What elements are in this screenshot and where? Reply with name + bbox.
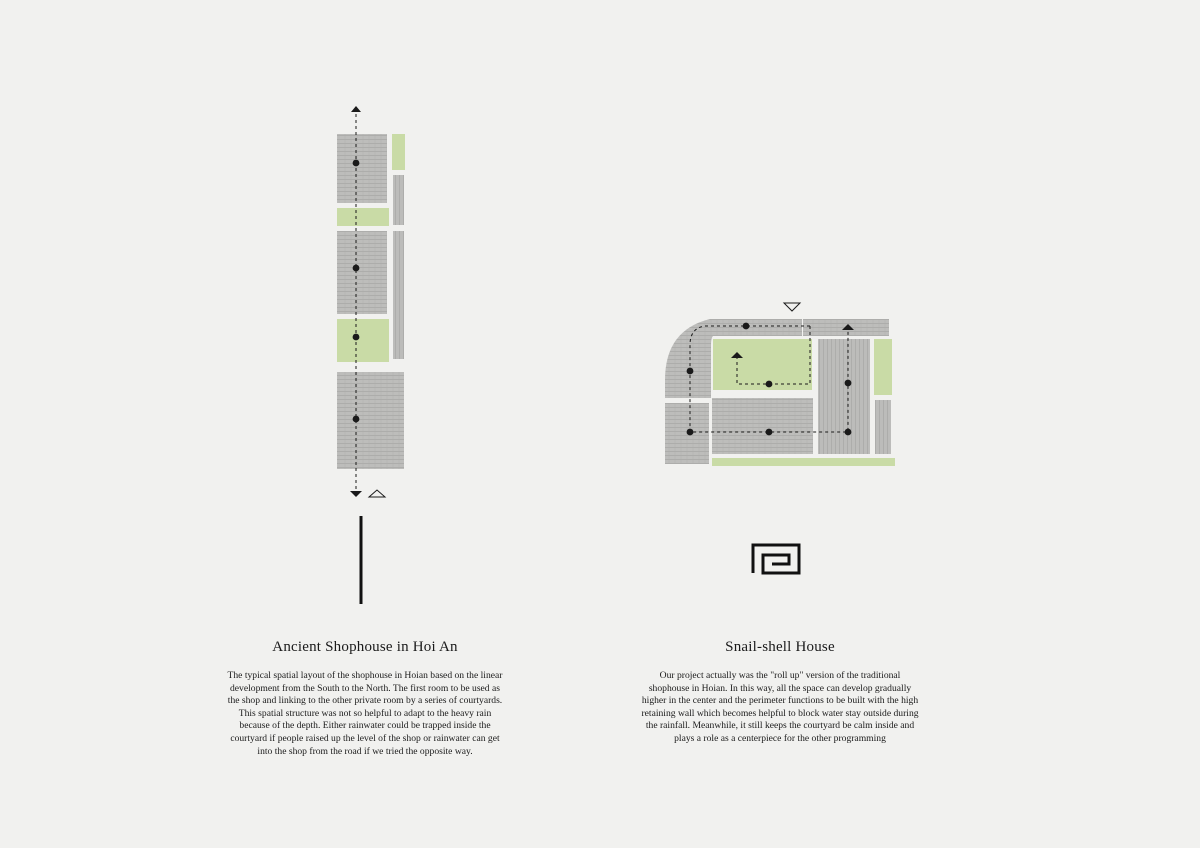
waypoint [687, 429, 694, 436]
waypoint [353, 334, 360, 341]
waypoint [353, 265, 360, 272]
waypoint [743, 323, 750, 330]
top-strip [730, 319, 802, 336]
side-courtyard [392, 134, 405, 170]
side-room-1 [393, 175, 404, 225]
right-title: Snail-shell House [725, 639, 835, 655]
entrance-marker-icon [784, 303, 800, 311]
right-side-room [875, 400, 891, 454]
left-caption [225, 639, 505, 758]
south-arrow-icon [350, 491, 362, 497]
waypoint [687, 368, 694, 375]
waypoint [845, 429, 852, 436]
waypoint [766, 429, 773, 436]
waypoint [766, 381, 773, 388]
side-room-2 [393, 231, 404, 359]
right-column-room [818, 339, 870, 454]
front-shop-room [337, 134, 387, 203]
courtyard-1 [337, 208, 389, 226]
left-description: The typical spatial layout of the shophouse in Hoian based on the linear development from the South to the North. The first room to be used as the shop and linking to the other private room by a series of courtyards. This spatial structure was not so helpful to adapt to the heavy rain because of the depth. Either rainwater could be trapped inside the courtyard if people raised up the level of the shop or rainwater can get into the shop from the road if we tried the opposite way. [227, 670, 503, 757]
bottom-courtyard-strip [712, 458, 895, 466]
rear-room [337, 372, 404, 469]
middle-room [337, 231, 387, 314]
waypoint [353, 416, 360, 423]
spiral-icon [753, 545, 799, 573]
right-caption [640, 639, 920, 746]
snail-shell-plan [665, 303, 895, 573]
north-arrow-icon [351, 106, 361, 112]
shophouse-linear-plan [337, 106, 405, 604]
waypoint [353, 160, 360, 167]
courtyard-2 [337, 319, 389, 362]
right-description: Our project actually was the "roll up" version of the traditional shophouse in Hoian. In this way, all the space can develop gradually higher in the center and the perimeter functions to be built with the high retaining wall which becomes helpful to block water stay outside during the rainfall. Meanwhile, it still keeps the courtyard be calm inside and plays a role as a centerpiece for the other programming [641, 670, 919, 744]
left-title: Ancient Shophouse in Hoi An [272, 639, 458, 655]
central-lower-room [712, 398, 813, 454]
entrance-marker-icon [369, 490, 385, 497]
right-side-courtyard [874, 339, 892, 395]
waypoint [845, 380, 852, 387]
central-courtyard [713, 339, 812, 390]
